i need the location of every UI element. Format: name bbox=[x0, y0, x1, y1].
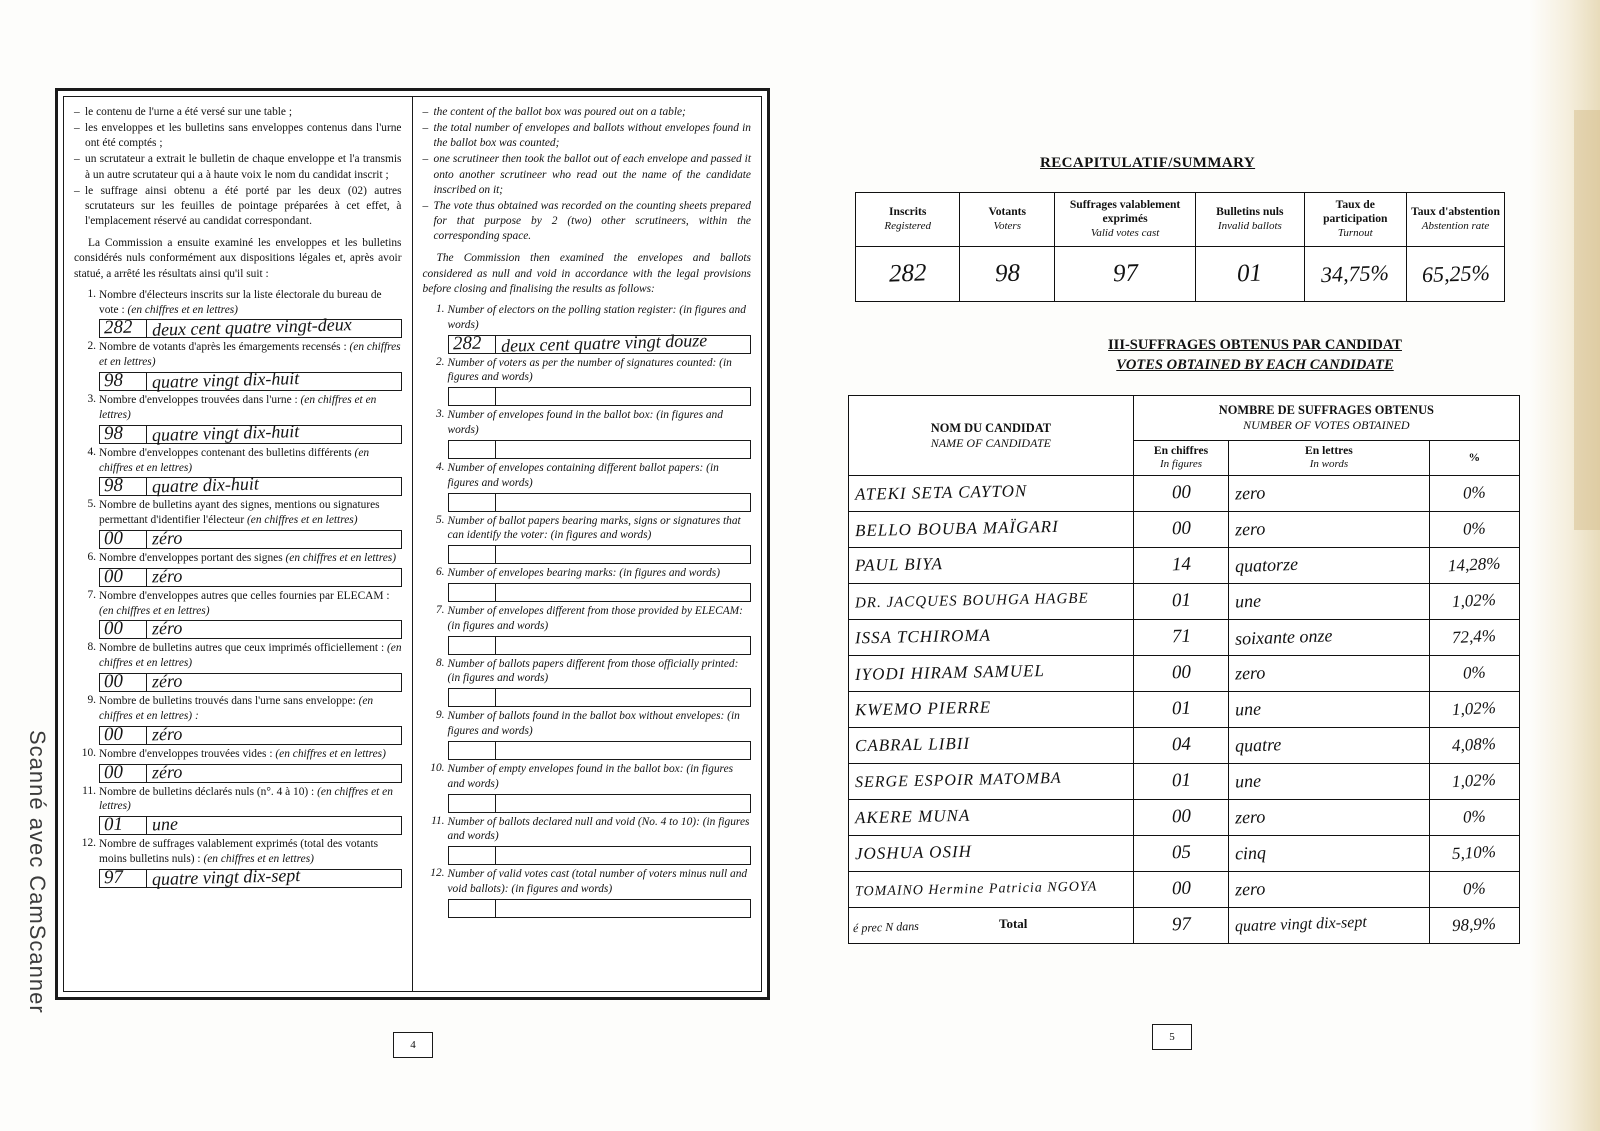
column-header-candidate: NOM DU CANDIDAT NAME OF CANDIDATE bbox=[849, 396, 1134, 476]
candidate-votes-words: une bbox=[1229, 583, 1429, 619]
handwritten-words: deux cent quatre vingt-deux bbox=[151, 314, 352, 341]
list-item bbox=[423, 604, 752, 655]
answer-field[interactable] bbox=[448, 846, 752, 865]
item-number: 6. bbox=[87, 551, 96, 563]
handwritten-figures: 282 bbox=[452, 332, 482, 354]
list-item bbox=[423, 303, 752, 354]
french-bullet-list bbox=[74, 105, 402, 229]
answer-field[interactable] bbox=[448, 583, 752, 602]
handwritten-figures: 98 bbox=[103, 369, 124, 392]
answer-field[interactable] bbox=[448, 387, 752, 406]
candidate-votes-figures: 00 bbox=[1133, 475, 1229, 511]
handwritten-figures: 00 bbox=[103, 723, 124, 746]
item-label: Number of electors on the polling station register: (in figures and words) bbox=[447, 303, 746, 331]
total-votes-figures: 97 bbox=[1133, 907, 1229, 943]
item-number: 11. bbox=[431, 814, 445, 827]
item-label: Nombre de bulletins ayant des signes, mentions ou signatures permettant d'identifier l'électeur (en chiffres et en lettres) bbox=[99, 499, 380, 527]
item-label: Nombre de suffrages valablement exprimés (total des votants moins bulletins nuls) : (en chiffres et en lettres) bbox=[99, 838, 379, 866]
list-item bbox=[423, 709, 752, 760]
item-label: Number of ballot papers bearing marks, signs or signatures that can identify the voter: (in figures and words) bbox=[447, 514, 741, 542]
list-item bbox=[74, 747, 402, 783]
table-row bbox=[849, 727, 1520, 763]
list-item: – un scrutateur a extrait le bulletin de chaque enveloppe et l'a transmis à un autre scrutateur qui a à haute voix le nom du candidat inscrit ; bbox=[74, 152, 402, 182]
recap-value-voters: 98 bbox=[960, 246, 1055, 301]
list-item: – les enveloppes et les bulletins sans enveloppes contenus dans l'urne ont été comptés ; bbox=[74, 121, 402, 151]
candidate-name: CABRAL LIBII bbox=[849, 727, 1134, 763]
handwritten-figures: 01 bbox=[103, 814, 124, 836]
candidate-votes-words: zero bbox=[1229, 475, 1429, 511]
list-item bbox=[423, 356, 752, 407]
item-number: 10. bbox=[81, 746, 96, 759]
item-number: 2. bbox=[87, 340, 96, 353]
item-label: Nombre de bulletins trouvés dans l'urne sans enveloppe: (en chiffres et en lettres) : bbox=[99, 695, 374, 722]
english-bullet-list bbox=[423, 105, 752, 244]
answer-field[interactable] bbox=[448, 545, 752, 564]
recap-value-valid-votes: 97 bbox=[1055, 246, 1196, 301]
answer-field[interactable] bbox=[448, 329, 752, 356]
camscanner-watermark: Scanné avec CamScanner bbox=[25, 730, 50, 1014]
candidate-name: DR. JACQUES BOUHGA HAGBE bbox=[849, 583, 1134, 619]
item-label: Nombre de bulletins autres que ceux imprimés officiellement : (en chiffres et en lettres) bbox=[99, 642, 402, 670]
item-label: Number of ballots papers different from those officially printed: (in figures and words) bbox=[447, 657, 739, 685]
item-label: Nombre d'électeurs inscrits sur la liste électorale du bureau de vote : (en chiffres et en lettres) bbox=[99, 288, 382, 316]
answer-field[interactable] bbox=[448, 440, 752, 459]
answer-field[interactable] bbox=[99, 864, 402, 890]
list-item: – the total number of envelopes and ballots without envelopes found in the ballot box was counted; bbox=[423, 121, 752, 151]
candidate-votes-figures: 71 bbox=[1133, 619, 1229, 655]
item-label: Number of ballots declared null and void (No. 4 to 10): (in figures and words) bbox=[447, 815, 750, 843]
candidate-percent: 0% bbox=[1429, 655, 1519, 691]
recap-value-invalid-ballots: 01 bbox=[1196, 246, 1304, 301]
french-column bbox=[64, 97, 413, 991]
column-header-voters: Votants Voters bbox=[960, 193, 1055, 247]
french-numbered-list bbox=[74, 288, 402, 888]
candidate-votes-figures: 05 bbox=[1133, 835, 1229, 871]
english-numbered-list bbox=[423, 303, 752, 918]
handwritten-figures: 97 bbox=[103, 866, 124, 889]
candidate-name: AKERE MUNA bbox=[849, 799, 1134, 835]
handwritten-figures: 98 bbox=[103, 422, 124, 444]
item-label: Number of voters as per the number of signatures counted: (in figures and words) bbox=[447, 356, 732, 384]
candidate-percent: 0% bbox=[1429, 871, 1519, 907]
candidate-votes-figures: 00 bbox=[1133, 799, 1229, 835]
handwritten-figures: 282 bbox=[103, 316, 133, 339]
candidate-votes-figures: 01 bbox=[1133, 583, 1229, 619]
candidate-votes-figures: 00 bbox=[1133, 511, 1229, 547]
table-row bbox=[849, 835, 1520, 871]
list-item: – le suffrage ainsi obtenu a été porté par les deux (02) autres scrutateurs sur les feuilles de pointage préparées à cet effet, à l'emplacement réservé au candidat correspondant. bbox=[74, 184, 402, 229]
item-label: Nombre de bulletins déclarés nuls (n°. 4 à 10) : (en chiffres et en lettres) bbox=[99, 785, 393, 813]
answer-field[interactable] bbox=[99, 670, 402, 693]
recap-title: RECAPITULATIF/SUMMARY bbox=[1040, 155, 1256, 171]
list-item bbox=[423, 657, 752, 708]
handwritten-words: quatre vingt dix-sept bbox=[151, 864, 301, 890]
answer-field[interactable] bbox=[99, 473, 402, 497]
votes-section-title: III-SUFFRAGES OBTENUS PAR CANDIDAT VOTES OBTAINED BY EACH CANDIDATE bbox=[1108, 337, 1402, 373]
table-total-row bbox=[849, 907, 1520, 943]
answer-field[interactable] bbox=[448, 493, 752, 512]
item-number: 8. bbox=[87, 641, 96, 654]
answer-field[interactable] bbox=[99, 367, 402, 393]
candidate-votes-words: cinq bbox=[1229, 835, 1429, 871]
item-label: Number of envelopes bearing marks: (in figures and words) bbox=[447, 567, 721, 580]
list-item bbox=[423, 408, 752, 459]
item-label: Nombre d'enveloppes trouvées vides : (en chiffres et en lettres) bbox=[99, 747, 386, 760]
table-row bbox=[849, 475, 1520, 511]
handwritten-figures: 00 bbox=[103, 670, 124, 693]
candidate-votes-words: zero bbox=[1229, 871, 1429, 907]
candidate-name: KWEMO PIERRE bbox=[849, 691, 1134, 727]
candidate-name: ISSA TCHIROMA bbox=[849, 619, 1134, 655]
candidate-votes-figures: 00 bbox=[1133, 655, 1229, 691]
candidate-votes-figures: 01 bbox=[1133, 763, 1229, 799]
item-number: 4. bbox=[435, 460, 445, 473]
column-header-turnout: Taux de participation Turnout bbox=[1304, 193, 1406, 247]
handwritten-words: zéro bbox=[151, 761, 183, 783]
item-label: Number of envelopes containing different ballot papers: (in figures and words) bbox=[447, 461, 719, 489]
answer-field[interactable] bbox=[99, 314, 402, 341]
candidate-votes-words: quatre bbox=[1229, 727, 1429, 763]
handwritten-words: zéro bbox=[151, 723, 183, 745]
candidate-votes-figures: 00 bbox=[1133, 871, 1229, 907]
table-row bbox=[849, 619, 1520, 655]
candidate-percent: 0% bbox=[1429, 799, 1519, 835]
item-number: 1. bbox=[435, 302, 445, 315]
table-row bbox=[849, 871, 1520, 907]
total-votes-words: quatre vingt dix-sept bbox=[1229, 907, 1429, 943]
candidate-percent: 1,02% bbox=[1429, 583, 1519, 619]
list-item bbox=[74, 785, 402, 836]
table-row bbox=[849, 799, 1520, 835]
column-header-votes-obtained: NOMBRE DE SUFFRAGES OBTENUS NUMBER OF VOTES OBTAINED bbox=[1133, 396, 1519, 441]
english-column bbox=[413, 97, 762, 991]
table-row bbox=[849, 583, 1520, 619]
list-item: – le contenu de l'urne a été versé sur une table ; bbox=[74, 105, 402, 120]
answer-field[interactable] bbox=[448, 688, 752, 707]
candidate-votes-words: zero bbox=[1229, 655, 1429, 691]
total-percent: 98,9% bbox=[1429, 907, 1519, 943]
list-item bbox=[423, 566, 752, 602]
candidate-votes-words: quatorze bbox=[1229, 547, 1429, 583]
list-item bbox=[74, 551, 402, 587]
candidate-name: IYODI HIRAM SAMUEL bbox=[849, 655, 1134, 691]
list-item bbox=[74, 694, 402, 745]
list-item bbox=[423, 514, 752, 565]
list-item bbox=[74, 837, 402, 888]
item-number: 8. bbox=[435, 656, 445, 669]
column-header-words: En lettres In words bbox=[1229, 440, 1429, 475]
list-item bbox=[423, 815, 752, 866]
left-form-sheet bbox=[55, 88, 770, 1000]
candidate-votes-words: soixante onze bbox=[1229, 619, 1429, 655]
item-label: Number of valid votes cast (total number of voters minus null and void ballots): (in figures and words) bbox=[447, 868, 748, 896]
list-item bbox=[74, 340, 402, 391]
candidate-votes-words: zero bbox=[1229, 511, 1429, 547]
column-header-invalid-ballots: Bulletins nuls Invalid ballots bbox=[1196, 193, 1304, 247]
candidate-votes-words: une bbox=[1229, 763, 1429, 799]
table-row bbox=[849, 547, 1520, 583]
item-number: 5. bbox=[87, 498, 96, 511]
column-header-abstention: Taux d'abstention Abstention rate bbox=[1406, 193, 1504, 247]
item-number: 11. bbox=[82, 784, 96, 797]
answer-field[interactable] bbox=[99, 761, 402, 783]
table-header-row bbox=[856, 193, 1505, 247]
answer-field[interactable] bbox=[448, 636, 752, 655]
item-number: 5. bbox=[435, 513, 445, 526]
handwritten-words: zéro bbox=[151, 527, 183, 549]
item-number: 3. bbox=[435, 408, 445, 421]
candidate-percent: 72,4% bbox=[1429, 619, 1519, 655]
handwritten-words: une bbox=[151, 813, 179, 835]
candidate-name: TOMAINO Hermine Patricia NGOYA bbox=[849, 871, 1134, 907]
answer-field[interactable] bbox=[99, 813, 402, 836]
right-page-number: 5 bbox=[1152, 1024, 1192, 1050]
item-label: Nombre d'enveloppes trouvées dans l'urne : (en chiffres et en lettres) bbox=[99, 394, 377, 421]
item-number: 12. bbox=[81, 837, 96, 850]
list-item bbox=[423, 762, 752, 813]
recap-value-registered: 282 bbox=[856, 246, 960, 301]
answer-field[interactable] bbox=[99, 620, 402, 639]
item-label: Number of empty envelopes found in the ballot box: (in figures and words) bbox=[447, 762, 734, 790]
item-label: Nombre de votants d'après les émargements recensés : (en chiffres et en lettres) bbox=[99, 341, 401, 369]
table-row bbox=[849, 691, 1520, 727]
candidate-percent: 5,10% bbox=[1429, 835, 1519, 871]
candidate-name: ATEKI SETA CAYTON bbox=[849, 475, 1134, 511]
candidate-percent: 0% bbox=[1429, 475, 1519, 511]
table-row bbox=[849, 655, 1520, 691]
answer-field[interactable] bbox=[448, 899, 752, 918]
total-annotation: é prec N dans bbox=[852, 918, 920, 936]
item-number: 7. bbox=[87, 588, 96, 601]
french-paragraph: La Commission a ensuite examiné les enveloppes et les bulletins considérés nuls conformément aux dispositions légales et, après avoir statué, a arrêté les résultats ainsi qu'il suit : bbox=[74, 237, 402, 280]
item-label: Number of envelopes found in the ballot box: (in figures and words) bbox=[447, 409, 723, 437]
list-item: – one scrutineer then took the ballot out of each envelope and passed it onto another scrutineer who read out the name of the candidate inscribed on it; bbox=[423, 152, 752, 197]
candidate-votes-words: zero bbox=[1229, 799, 1429, 835]
list-item bbox=[74, 446, 402, 497]
handwritten-figures: 00 bbox=[103, 618, 124, 640]
total-label-cell bbox=[849, 907, 1134, 943]
handwritten-words: deux cent quatre vingt douze bbox=[500, 329, 708, 356]
answer-field[interactable] bbox=[99, 527, 402, 550]
item-number: 7. bbox=[435, 603, 445, 616]
table-row bbox=[849, 511, 1520, 547]
item-label: Nombre d'enveloppes autres que celles fournies par ELECAM : (en chiffres et en lettres) bbox=[99, 589, 390, 617]
column-header-figures: En chiffres In figures bbox=[1133, 440, 1229, 475]
candidate-percent: 1,02% bbox=[1429, 691, 1519, 727]
english-paragraph: The Commission then examined the envelopes and ballots considered as null and void in accordance with the legal provisions before closing and finalising the results as follows: bbox=[422, 252, 751, 295]
column-header-registered: Inscrits Registered bbox=[856, 193, 960, 247]
candidate-name: BELLO BOUBA MAÏGARI bbox=[849, 511, 1134, 547]
handwritten-words: zéro bbox=[151, 565, 183, 587]
item-label: Nombre d'enveloppes contenant des bulletins différents (en chiffres et en lettres) bbox=[99, 446, 370, 474]
candidate-name: PAUL BIYA bbox=[849, 547, 1134, 583]
answer-field[interactable] bbox=[99, 723, 402, 746]
item-label: Number of envelopes different from those provided by ELECAM: (in figures and words) bbox=[447, 604, 743, 632]
handwritten-figures: 00 bbox=[103, 565, 124, 588]
answer-field[interactable] bbox=[448, 741, 752, 760]
list-item bbox=[74, 589, 402, 640]
recap-table bbox=[855, 192, 1505, 302]
candidate-percent: 14,28% bbox=[1429, 547, 1519, 583]
handwritten-words: quatre dix-huit bbox=[151, 473, 260, 497]
answer-field[interactable] bbox=[448, 794, 752, 813]
list-item: – The vote thus obtained was recorded on the counting sheets prepared for that purpose by 2 (two) other scrutineers, within the corresponding space. bbox=[423, 199, 752, 244]
item-number: 9. bbox=[87, 694, 96, 707]
scan-edge-tint-secondary bbox=[1574, 110, 1600, 530]
recap-value-abstention: 65,25% bbox=[1406, 246, 1504, 301]
total-label: Total bbox=[999, 915, 1028, 931]
answer-field[interactable] bbox=[99, 420, 402, 445]
candidate-votes-figures: 01 bbox=[1133, 691, 1229, 727]
table-row bbox=[856, 246, 1505, 301]
candidate-percent: 4,08% bbox=[1429, 727, 1519, 763]
handwritten-figures: 00 bbox=[103, 761, 124, 783]
candidate-percent: 1,02% bbox=[1429, 763, 1519, 799]
item-number: 6. bbox=[435, 566, 445, 579]
list-item bbox=[74, 641, 402, 692]
list-item bbox=[74, 393, 402, 444]
candidate-name: SERGE ESPOIR MATOMBA bbox=[849, 763, 1134, 799]
column-header-valid-votes: Suffrages valablement exprimés Valid votes cast bbox=[1055, 193, 1196, 247]
item-number: 4. bbox=[87, 445, 96, 458]
votes-table bbox=[848, 395, 1520, 944]
item-number: 1. bbox=[87, 287, 96, 300]
list-item bbox=[423, 461, 752, 512]
candidate-name: JOSHUA OSIH bbox=[849, 835, 1134, 871]
candidate-votes-figures: 14 bbox=[1133, 547, 1229, 583]
handwritten-words: zéro bbox=[151, 670, 183, 692]
table-row bbox=[849, 763, 1520, 799]
answer-field[interactable] bbox=[99, 565, 402, 588]
recap-value-turnout: 34,75% bbox=[1304, 246, 1406, 301]
handwritten-words: zéro bbox=[151, 618, 183, 639]
handwritten-figures: 00 bbox=[103, 527, 124, 550]
handwritten-figures: 98 bbox=[103, 475, 124, 497]
item-number: 12. bbox=[430, 867, 445, 880]
item-number: 3. bbox=[87, 393, 96, 406]
item-number: 9. bbox=[435, 709, 445, 722]
left-page-number: 4 bbox=[393, 1032, 433, 1058]
list-item bbox=[74, 288, 402, 339]
item-label: Nombre d'enveloppes portant des signes (en chiffres et en lettres) bbox=[99, 552, 396, 564]
column-header-percent: % bbox=[1429, 440, 1519, 475]
list-item bbox=[74, 498, 402, 549]
list-item bbox=[423, 867, 752, 918]
table-header-row bbox=[849, 396, 1520, 441]
item-number: 2. bbox=[435, 355, 445, 368]
list-item: – the content of the ballot box was poured out on a table; bbox=[423, 105, 752, 120]
candidate-votes-figures: 04 bbox=[1133, 727, 1229, 763]
candidate-percent: 0% bbox=[1429, 511, 1519, 547]
handwritten-words: quatre vingt dix-huit bbox=[151, 420, 300, 445]
candidate-votes-words: une bbox=[1229, 691, 1429, 727]
handwritten-words: quatre vingt dix-huit bbox=[151, 367, 300, 393]
item-number: 10. bbox=[430, 761, 445, 774]
item-label: Number of ballots found in the ballot box without envelopes: (in figures and words) bbox=[447, 710, 740, 738]
